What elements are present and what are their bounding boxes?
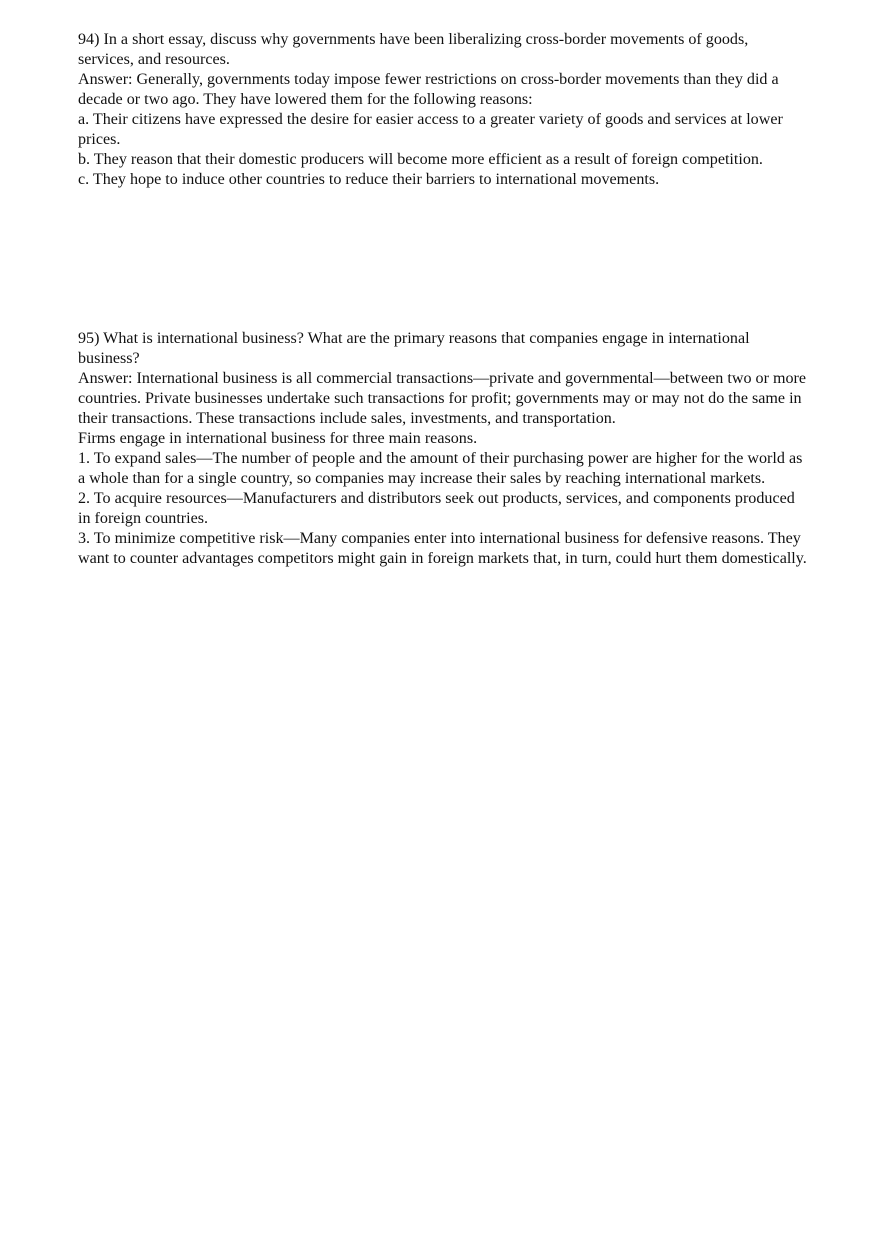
question-95-block (78, 329, 808, 569)
question-94-block (78, 30, 808, 190)
question-94-text: 94) In a short essay, discuss why governments have been liberalizing cross-border movements of goods, services, and resources. (78, 31, 749, 68)
question-94-item-b: b. They reason that their domestic producers will become more efficient as a result of foreign competition. (78, 151, 763, 168)
question-95-reason-3: 3. To minimize competitive risk—Many companies enter into international business for defensive reasons. They want to counter advantages competitors might gain in foreign markets that, in turn, could hurt them domestically. (78, 530, 807, 567)
question-95-answer: Answer: International business is all commercial transactions—private and governmental—between two or more countries. Private businesses undertake such transactions for profit; governments may or may not do the same in their transactions. These transactions include sales, investments, and transportation. (78, 370, 807, 427)
question-94-item-c: c. They hope to induce other countries to reduce their barriers to international movements. (78, 171, 660, 188)
question-94-answer: Answer: Generally, governments today impose fewer restrictions on cross-border movements than they did a decade or two ago. They have lowered them for the following reasons: (78, 71, 779, 108)
question-95-text: 95) What is international business? What are the primary reasons that companies engage in international business? (78, 330, 750, 367)
document-page (78, 30, 808, 567)
question-94-item-a: a. Their citizens have expressed the desire for easier access to a greater variety of goods and services at lower prices. (78, 111, 783, 148)
question-95-reason-1: 1. To expand sales—The number of people and the amount of their purchasing power are higher for the world as a whole than for a single country, so companies may increase their sales by reaching international markets. (78, 450, 803, 487)
question-95-reason-2: 2. To acquire resources—Manufacturers and distributors seek out products, services, and components produced in foreign countries. (78, 490, 795, 527)
question-95-reasons-intro: Firms engage in international business for three main reasons. (78, 430, 478, 447)
